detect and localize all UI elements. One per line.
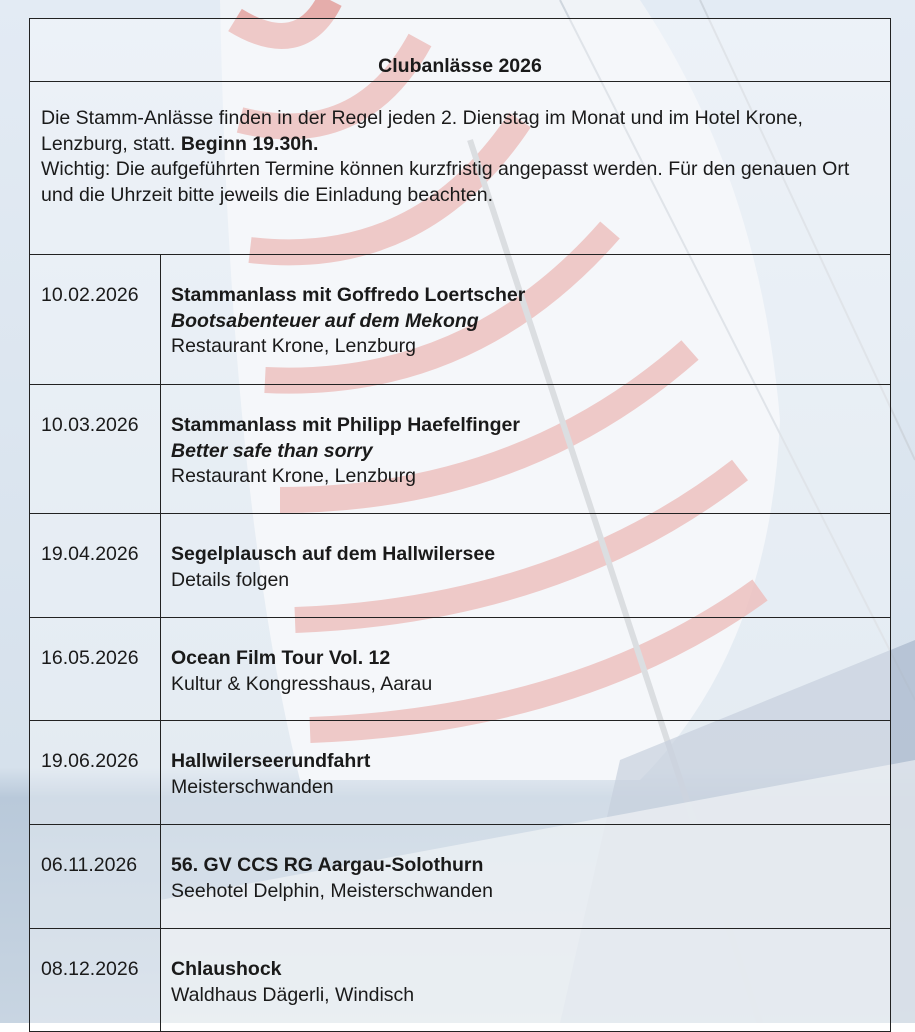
event-subtitle: Better safe than sorry <box>171 439 373 462</box>
event-date: 19.06.2026 <box>30 721 161 825</box>
intro-text <box>30 82 891 255</box>
event-title: Ocean Film Tour Vol. 12 <box>171 647 391 669</box>
event-location: Kultur & Kongresshaus, Aarau <box>171 672 433 695</box>
event-location: Meisterschwanden <box>171 775 334 798</box>
table-row <box>30 721 891 825</box>
event-subtitle: Bootsabenteuer auf dem Mekong <box>171 309 479 332</box>
event-info <box>161 721 891 825</box>
event-date: 19.04.2026 <box>30 514 161 618</box>
title-row <box>30 19 891 82</box>
event-location: Restaurant Krone, Lenzburg <box>171 465 416 487</box>
event-info <box>161 618 891 721</box>
intro-start-time: Beginn 19.30h. <box>180 132 319 155</box>
event-title: Stammanlass mit Philipp Haefelfinger <box>171 414 520 436</box>
intro-line2: Wichtig: Die aufgeführten Termine können kurzfristig angepasst werden. Für den genauen Ort und die Uhrzeit bitte jeweils die Einladung beachten. <box>41 158 850 206</box>
event-info <box>161 255 891 385</box>
event-info <box>161 385 891 514</box>
events-table <box>29 18 891 1032</box>
intro-row <box>30 82 891 255</box>
event-date: 16.05.2026 <box>30 618 161 721</box>
event-info <box>161 825 891 929</box>
event-date: 10.03.2026 <box>30 385 161 514</box>
table-row <box>30 255 891 385</box>
intro-line1: Die Stamm-Anlässe finden in der Regel jeden 2. Dienstag im Monat und im Hotel Krone, Lenzburg, statt. <box>41 107 803 155</box>
event-title: 56. GV CCS RG Aargau-Solothurn <box>171 854 484 876</box>
table-row <box>30 385 891 514</box>
event-date: 08.12.2026 <box>30 929 161 1032</box>
table-row <box>30 929 891 1032</box>
page-title: Clubanlässe 2026 <box>30 19 891 82</box>
table-row <box>30 514 891 618</box>
event-location: Seehotel Delphin, Meisterschwanden <box>171 879 493 902</box>
event-date: 06.11.2026 <box>30 825 161 929</box>
event-location: Details folgen <box>171 568 290 591</box>
event-title: Segelplausch auf dem Hallwilersee <box>171 543 496 565</box>
event-title: Chlaushock <box>171 958 282 980</box>
event-title: Stammanlass mit Goffredo Loertscher <box>171 284 526 306</box>
table-row <box>30 618 891 721</box>
event-location: Restaurant Krone, Lenzburg <box>171 335 416 357</box>
table-row <box>30 825 891 929</box>
event-info <box>161 929 891 1032</box>
event-date: 10.02.2026 <box>30 255 161 385</box>
event-title: Hallwilerseerundfahrt <box>171 750 371 772</box>
event-info <box>161 514 891 618</box>
event-location: Waldhaus Dägerli, Windisch <box>171 983 415 1006</box>
